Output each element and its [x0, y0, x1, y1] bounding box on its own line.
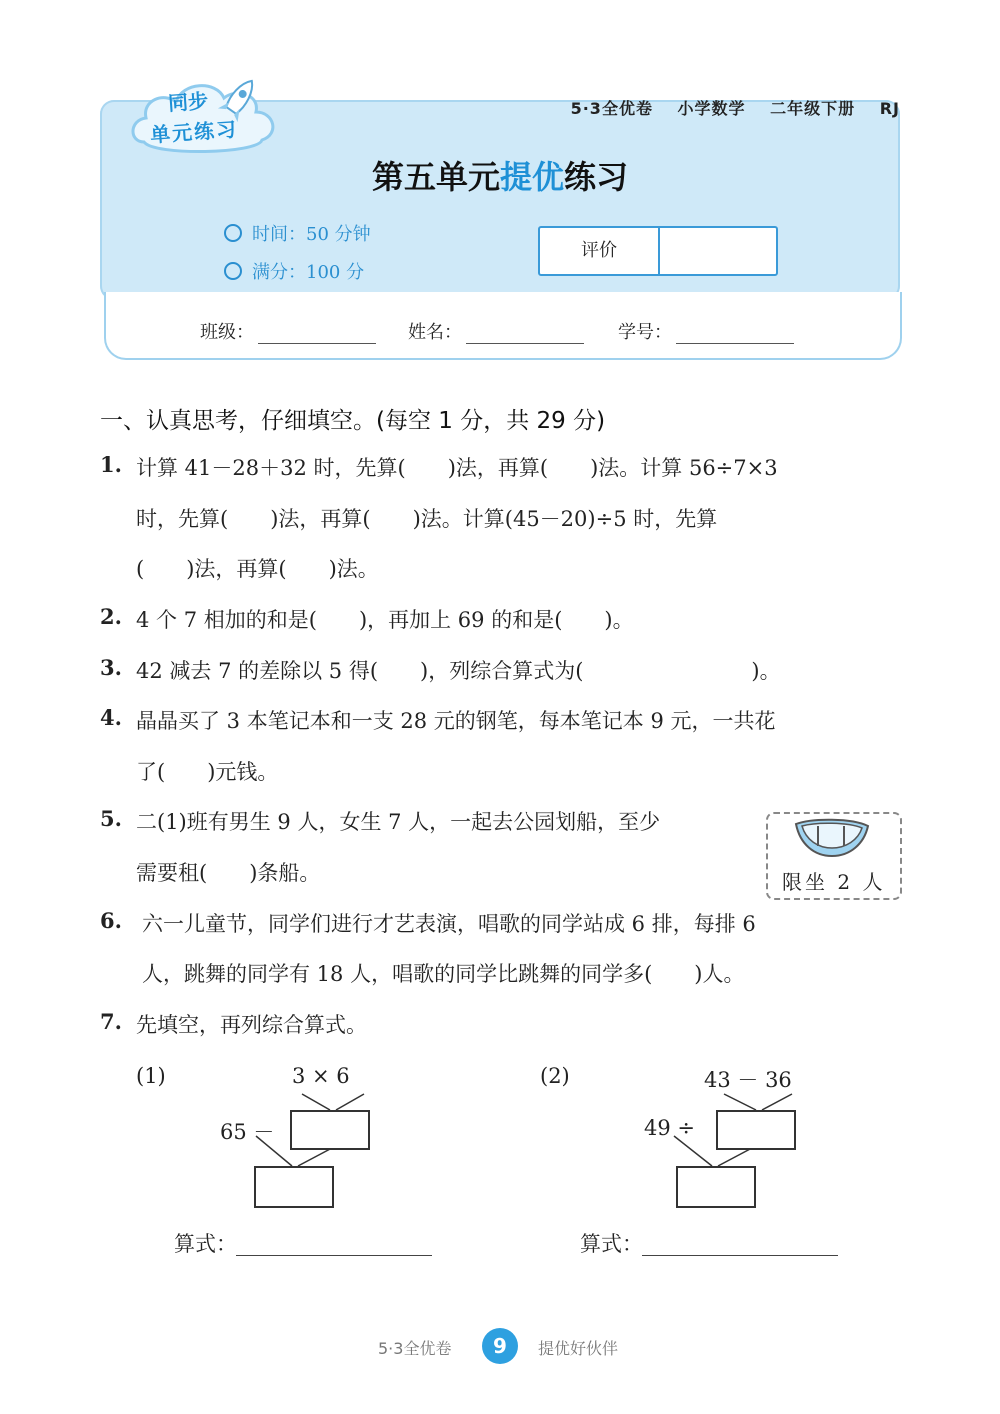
- answer-box[interactable]: [676, 1166, 756, 1208]
- question-text: 了( )元钱。: [136, 760, 279, 784]
- formula-label: 算式：: [580, 1232, 643, 1256]
- formula-blank[interactable]: [236, 1254, 432, 1256]
- question-number: 7.: [100, 1009, 122, 1034]
- boat-capacity-label: 限坐 2 人: [782, 870, 886, 894]
- time-info: 时间：50 分钟: [224, 220, 371, 246]
- top-expression: 3 × 6: [292, 1064, 350, 1088]
- score-info: 满分：100 分: [224, 258, 364, 284]
- question-text: 二(1)班有男生 9 人，女生 7 人，一起去公园划船，至少: [136, 810, 661, 834]
- series-info: [553, 96, 900, 119]
- question-text: 时，先算( )法，再算( )法。计算(45－20)÷5 时，先算: [136, 507, 718, 531]
- question-number: 6.: [100, 908, 122, 933]
- top-expression: 43 － 36: [704, 1068, 792, 1092]
- name-field[interactable]: 姓名：: [408, 318, 584, 344]
- answer-box[interactable]: [254, 1166, 334, 1208]
- left-expression: 49 ÷: [644, 1116, 695, 1140]
- question-number: 2.: [100, 604, 122, 629]
- subject: 小学数学: [677, 99, 746, 118]
- question-text: 42 减去 7 的差除以 5 得( )，列综合算式为( )。: [136, 659, 781, 683]
- question-text: 六一儿童节，同学们进行才艺表演，唱歌的同学站成 6 排，每排 6: [142, 912, 756, 936]
- footer-slogan: 提优好伙伴: [538, 1339, 619, 1358]
- formula-blank[interactable]: [642, 1254, 838, 1256]
- student-number-field[interactable]: 学号：: [618, 318, 794, 344]
- evaluation-box: [538, 226, 778, 276]
- badge-label-1: 同步: [167, 88, 209, 116]
- title-highlight: 提优: [499, 158, 564, 196]
- question-text: ( )法，再算( )法。: [136, 557, 379, 581]
- answer-box[interactable]: [716, 1110, 796, 1150]
- question-number: 4.: [100, 705, 122, 730]
- footer-book-name: 5·3全优卷: [378, 1339, 452, 1358]
- evaluation-label: 评价: [540, 228, 660, 274]
- answer-box[interactable]: [290, 1110, 370, 1150]
- question-text: 需要租( )条船。: [136, 861, 321, 885]
- question-text: 先填空，再列综合算式。: [136, 1013, 367, 1037]
- page-title: 第五单元提优练习: [371, 158, 629, 196]
- question-text: 人，跳舞的同学有 18 人，唱歌的同学比跳舞的同学多( )人。: [142, 962, 745, 986]
- question-text: 4 个 7 相加的和是( )，再加上 69 的和是( )。: [136, 608, 634, 632]
- question-number: 3.: [100, 655, 122, 680]
- formula-label: 算式：: [174, 1232, 237, 1256]
- grade: 二年级下册: [770, 99, 856, 118]
- check-circle-icon: [224, 262, 242, 280]
- class-blank[interactable]: [258, 325, 376, 344]
- page-number: 9: [482, 1328, 518, 1364]
- class-field[interactable]: 班级：: [200, 318, 376, 344]
- badge-label-2: 单元练习: [149, 116, 239, 148]
- number-blank[interactable]: [676, 325, 794, 344]
- sub-question-label: (1): [136, 1064, 166, 1088]
- edition: RJ: [879, 99, 900, 118]
- question-text: 计算 41－28＋32 时，先算( )法，再算( )法。计算 56÷7×3: [136, 456, 778, 480]
- section-title: 一、认真思考，仔细填空。(每空 1 分，共 29 分): [100, 408, 606, 434]
- clock-icon: [224, 224, 242, 242]
- sub-question-label: (2): [540, 1064, 570, 1088]
- name-blank[interactable]: [466, 325, 584, 344]
- left-expression: 65 －: [220, 1120, 275, 1144]
- book-name: 5·3全优卷: [570, 99, 653, 118]
- boat-icon: [792, 816, 872, 860]
- question-number: 1.: [100, 452, 122, 477]
- question-text: 晶晶买了 3 本笔记本和一支 28 元的钢笔，每本笔记本 9 元，一共花: [136, 709, 776, 733]
- question-number: 5.: [100, 806, 122, 831]
